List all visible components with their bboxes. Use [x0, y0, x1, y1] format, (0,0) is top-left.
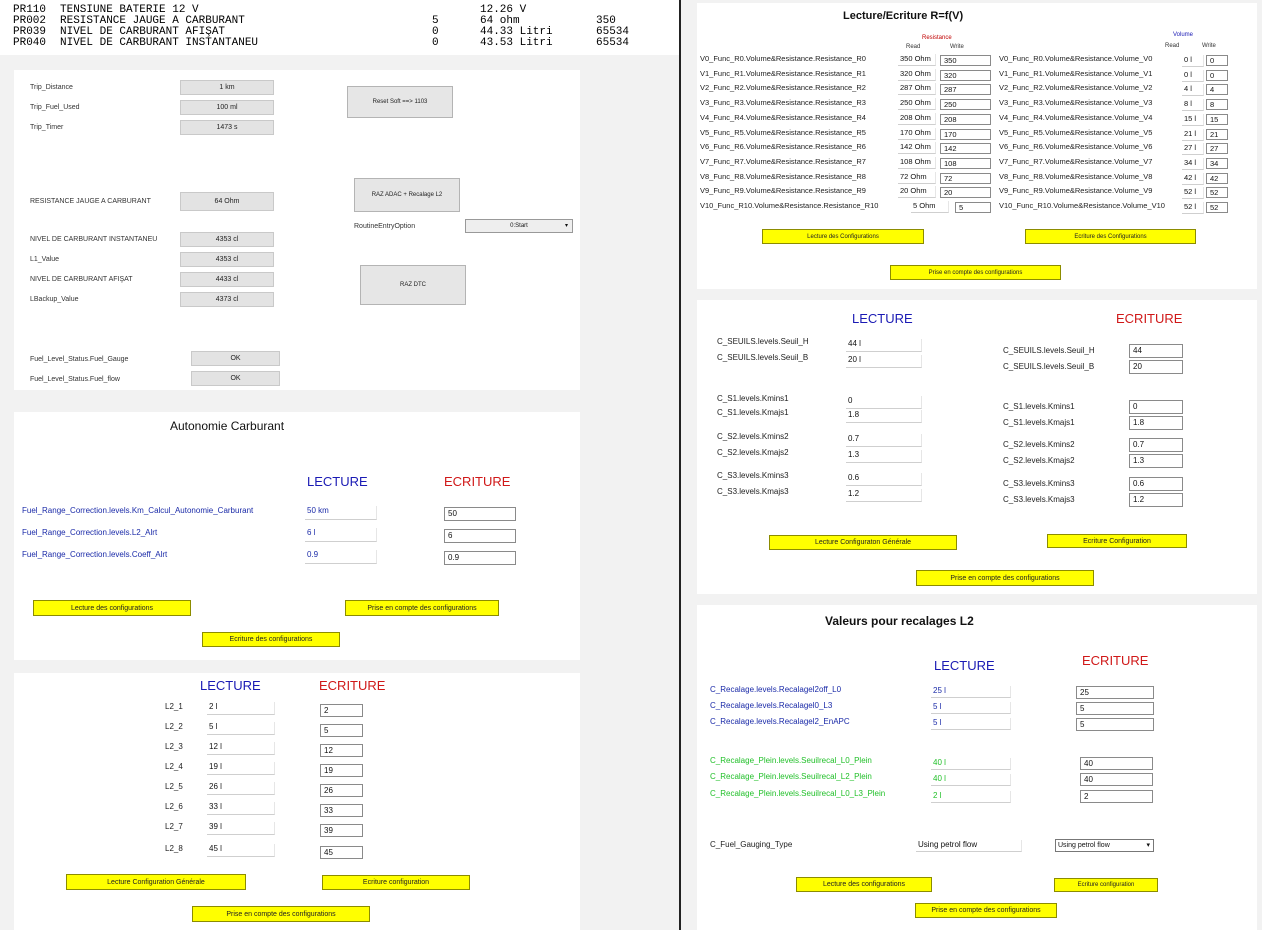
l2-row-label: L2_7: [165, 822, 183, 831]
l2-row-label: L2_1: [165, 702, 183, 711]
autonomie-prise-button[interactable]: Prise en compte des configurations: [345, 600, 499, 616]
param-code: PR110: [13, 4, 47, 16]
param-extra: 65534: [596, 37, 630, 49]
param-raw: 0: [432, 37, 439, 49]
param-raw: 5: [432, 15, 439, 27]
l2-row-write[interactable]: 39: [320, 824, 363, 837]
resistance-jauge-label: RESISTANCE JAUGE A CARBURANT: [30, 198, 151, 205]
rfv-resistance-write[interactable]: 320: [940, 70, 991, 81]
plein-row-label: C_Recalage_Plein.levels.Seuilrecal_L2_Plein: [710, 772, 872, 781]
trip-timer-label: Trip_Timer: [30, 124, 64, 131]
rfv-resistance-label: V10_Func_R10.Volume&Resistance.Resistance_R10: [700, 201, 879, 210]
rfv-volume-read: 4 l: [1182, 84, 1204, 96]
seuils-write-label: C_S3.levels.Kmins3: [1003, 479, 1075, 488]
recalage-row-write[interactable]: 5: [1076, 702, 1154, 715]
autonomie-row-read: 50 km: [305, 506, 377, 520]
raz-adac-button[interactable]: RAZ ADAC + Recalage L2: [354, 178, 460, 212]
seuils-read-label: C_SEUILS.levels.Seuil_H: [717, 337, 809, 346]
rfv-resistance-write[interactable]: 350: [940, 55, 991, 66]
gauging-type-select[interactable]: [1055, 839, 1154, 852]
seuils-write-value[interactable]: 0: [1129, 400, 1183, 414]
plein-row-read: 40 l: [931, 774, 1011, 786]
rfv-volume-read: 27 l: [1182, 143, 1204, 155]
autonomie-row-write[interactable]: 6: [444, 529, 516, 543]
seuils-lecture-button[interactable]: Lecture Configuraton Générale: [769, 535, 957, 550]
rfv-resistance-read: 5 Ohm: [911, 201, 949, 213]
param-value: 12.26 V: [480, 4, 527, 16]
rfv-ecriture-button[interactable]: Ecriture des Configurations: [1025, 229, 1196, 244]
chevron-down-icon: ▾: [1146, 842, 1150, 849]
rfv-resistance-read: 350 Ohm: [898, 54, 936, 66]
recalage-row-label: C_Recalage.levels.Recalagel2_EnAPC: [710, 717, 850, 726]
recalage-lecture-header: LECTURE: [934, 658, 995, 673]
rfv-resistance-label: V7_Func_R7.Volume&Resistance.Resistance_R7: [700, 156, 866, 166]
rfv-lecture-button[interactable]: Lecture des Configurations: [762, 229, 924, 244]
seuils-write-value[interactable]: 0.7: [1129, 438, 1183, 452]
plein-row-label: C_Recalage_Plein.levels.Seuilrecal_L0_L3_Plein: [710, 789, 886, 798]
l2-lecture-button[interactable]: Lecture Configuration Générale: [66, 874, 246, 890]
volume-header: Volume: [1173, 32, 1194, 38]
seuils-prise-button[interactable]: Prise en compte des configurations: [916, 570, 1094, 586]
recalage-lecture-button[interactable]: Lecture des configurations: [796, 877, 932, 892]
seuils-write-label: C_S2.levels.Kmajs2: [1003, 456, 1075, 465]
autonomie-row-write[interactable]: 0.9: [444, 551, 516, 565]
l2-row-label: L2_2: [165, 722, 183, 731]
param-code: PR039: [13, 26, 47, 38]
seuils-read-value: 20 l: [846, 355, 922, 368]
trip-fuel-used-value: 100 ml: [180, 100, 274, 115]
rfv-volume-read: 52 l: [1182, 202, 1204, 214]
l2-row-label: L2_5: [165, 782, 183, 791]
rfv-resistance-read: 170 Ohm: [898, 128, 936, 140]
seuils-read-value: 1.3: [846, 450, 922, 463]
l2-prise-button[interactable]: Prise en compte des configurations: [192, 906, 370, 922]
recalage-row-label: C_Recalage.levels.Recalagel2off_L0: [710, 685, 842, 694]
rfv-volume-read: 0 l: [1182, 70, 1204, 82]
autonomie-row-read: 0.9: [305, 550, 377, 564]
trip-timer-value: 1473 s: [180, 120, 274, 135]
rfv-volume-label: V8_Func_R8.Volume&Resistance.Volume_V8: [999, 171, 1153, 181]
autonomie-row-label: Fuel_Range_Correction.levels.L2_Alrt: [22, 528, 158, 537]
l2-row-write[interactable]: 33: [320, 804, 363, 817]
fuel-flow-status-label: Fuel_Level_Status.Fuel_flow: [30, 376, 120, 383]
rfv-resistance-read: 108 Ohm: [898, 157, 936, 169]
param-name: NIVEL DE CARBURANT INSTANTANEU: [60, 37, 259, 49]
fuel-flow-status-value: OK: [191, 371, 280, 386]
seuils-write-label: C_S2.levels.Kmins2: [1003, 440, 1075, 449]
rfv-resistance-write[interactable]: 5: [955, 202, 991, 213]
rfv-resistance-label: V1_Func_R1.Volume&Resistance.Resistance_R1: [700, 68, 866, 78]
gauging-type-select-value: Using petrol flow: [1058, 842, 1110, 849]
seuils-write-value[interactable]: 0.6: [1129, 477, 1183, 491]
rfv-volume-label: V1_Func_R1.Volume&Resistance.Volume_V1: [999, 68, 1153, 78]
recalage-row-read: 5 l: [931, 702, 1011, 714]
rfv-volume-write[interactable]: 0: [1206, 70, 1228, 81]
plein-row-read: 2 l: [931, 791, 1011, 803]
resistance-write-header: Write: [950, 44, 964, 50]
rfv-volume-write[interactable]: 27: [1206, 143, 1228, 154]
l2-lecture-header: LECTURE: [200, 678, 261, 693]
rfv-volume-read: 34 l: [1182, 158, 1204, 170]
seuils-write-label: C_SEUILS.levels.Seuil_B: [1003, 362, 1095, 371]
seuils-ecriture-button[interactable]: Ecriture Configuration: [1047, 534, 1187, 548]
rfv-volume-label: V3_Func_R3.Volume&Resistance.Volume_V3: [999, 98, 1153, 108]
l2-row-write[interactable]: 2: [320, 704, 363, 717]
nivel-afisat-label: NIVEL DE CARBURANT AFIŞAT: [30, 276, 133, 283]
volume-write-header: Write: [1202, 43, 1216, 49]
rfv-resistance-write[interactable]: 72: [940, 173, 991, 184]
recalage-row-write[interactable]: 25: [1076, 686, 1154, 699]
routine-entry-select[interactable]: [465, 219, 573, 233]
routine-entry-label: RoutineEntryOption: [354, 223, 416, 230]
param-value: 43.53 Litri: [480, 37, 553, 49]
rfv-volume-write[interactable]: 52: [1206, 187, 1228, 198]
l2-ecriture-header: ECRITURE: [319, 678, 386, 693]
seuils-write-value[interactable]: 20: [1129, 360, 1183, 374]
autonomie-row-label: Fuel_Range_Correction.levels.Km_Calcul_Autonomie_Carburant: [22, 506, 254, 515]
l2-row-label: L2_4: [165, 762, 183, 771]
l2-row-read: 12 l: [207, 742, 275, 755]
rfv-volume-read: 15 l: [1182, 114, 1204, 126]
rfv-volume-label: V10_Func_R10.Volume&Resistance.Volume_V10: [999, 201, 1165, 210]
l2-row-read: 39 l: [207, 822, 275, 835]
plein-row-label: C_Recalage_Plein.levels.Seuilrecal_L0_Plein: [710, 756, 872, 765]
trip-distance-label: Trip_Distance: [30, 84, 73, 91]
param-code: PR002: [13, 15, 47, 27]
rfv-resistance-label: V0_Func_R0.Volume&Resistance.Resistance_R0: [700, 54, 866, 63]
l2-panel: [14, 673, 580, 930]
rfv-resistance-read: 20 Ohm: [898, 186, 936, 198]
plein-row-write[interactable]: 2: [1080, 790, 1153, 803]
reset-soft-button[interactable]: Reset Soft ==> 1103: [347, 86, 453, 118]
recalage-prise-button[interactable]: Prise en compte des configurations: [915, 903, 1057, 918]
l2-row-read: 5 l: [207, 722, 275, 735]
rfv-resistance-label: V3_Func_R3.Volume&Resistance.Resistance_R3: [700, 98, 866, 108]
l2-row-label: L2_8: [165, 844, 183, 853]
autonomie-lecture-button[interactable]: Lecture des configurations: [33, 600, 191, 616]
recalage-row-read: 5 l: [931, 718, 1011, 730]
rfv-resistance-write[interactable]: 170: [940, 129, 991, 140]
rfv-resistance-label: V2_Func_R2.Volume&Resistance.Resistance_R2: [700, 83, 866, 93]
param-extra: 65534: [596, 26, 630, 38]
raz-dtc-button[interactable]: RAZ DTC: [360, 265, 466, 305]
autonomie-ecriture-header: ECRITURE: [444, 474, 511, 489]
volume-read-header: Read: [1165, 43, 1180, 49]
lbackup-value-label: LBackup_Value: [30, 296, 79, 303]
trip-distance-value: 1 km: [180, 80, 274, 95]
l2-row-label: L2_6: [165, 802, 183, 811]
l1-value-value: 4353 cl: [180, 252, 274, 267]
l2-row-write[interactable]: 12: [320, 744, 363, 757]
rfv-resistance-label: V4_Func_R4.Volume&Resistance.Resistance_R4: [700, 112, 866, 122]
routine-entry-value: 0:Start: [510, 223, 528, 229]
l2-row-read: 33 l: [207, 802, 275, 815]
seuils-read-label: C_S1.levels.Kmins1: [717, 394, 789, 403]
rfv-volume-label: V9_Func_R9.Volume&Resistance.Volume_V9: [999, 186, 1153, 196]
param-extra: 350: [596, 15, 616, 27]
seuils-write-label: C_SEUILS.levels.Seuil_H: [1003, 346, 1095, 355]
autonomie-lecture-header: LECTURE: [307, 474, 368, 489]
seuils-write-value[interactable]: 1.8: [1129, 416, 1183, 430]
recalage-ecriture-button[interactable]: Ecriture configuration: [1054, 878, 1158, 892]
rfv-resistance-label: V6_Func_R6.Volume&Resistance.Resistance_R6: [700, 142, 866, 152]
rfv-resistance-write[interactable]: 208: [940, 114, 991, 125]
seuils-read-label: C_S2.levels.Kmajs2: [717, 448, 789, 457]
nivel-instantaneu-value: 4353 cl: [180, 232, 274, 247]
rfv-resistance-write[interactable]: 20: [940, 187, 991, 198]
l1-value-label: L1_Value: [30, 256, 60, 263]
rfv-volume-read: 0 l: [1182, 55, 1204, 67]
rfv-resistance-read: 320 Ohm: [898, 69, 936, 81]
seuils-read-value: 44 l: [846, 339, 922, 352]
autonomie-row-label: Fuel_Range_Correction.levels.Coeff_Alrt: [22, 550, 168, 559]
rfv-resistance-label: V5_Func_R5.Volume&Resistance.Resistance_R5: [700, 127, 866, 137]
autonomie-ecriture-button[interactable]: Ecriture des configurations: [202, 632, 340, 647]
nivel-instantaneu-label: NIVEL DE CARBURANT INSTANTANEU: [30, 236, 158, 243]
resistance-header: Resistance: [922, 35, 952, 41]
l2-row-read: 45 l: [207, 844, 275, 857]
autonomie-row-read: 6 l: [305, 528, 377, 542]
rfv-volume-read: 8 l: [1182, 99, 1204, 111]
rfv-volume-write[interactable]: 52: [1206, 202, 1228, 213]
l2-row-read: 26 l: [207, 782, 275, 795]
seuils-write-value[interactable]: 1.3: [1129, 454, 1183, 468]
l2-row-write[interactable]: 45: [320, 846, 363, 859]
rfv-resistance-write[interactable]: 250: [940, 99, 991, 110]
param-name: TENSIUNE BATERIE 12 V: [60, 4, 199, 16]
l2-row-read: 19 l: [207, 762, 275, 775]
rfv-resistance-read: 250 Ohm: [898, 98, 936, 110]
seuils-read-label: C_SEUILS.levels.Seuil_B: [717, 353, 809, 362]
seuils-read-value: 0: [846, 396, 922, 409]
rfv-volume-write[interactable]: 4: [1206, 84, 1228, 95]
autonomie-title: Autonomie Carburant: [170, 419, 285, 433]
rfv-volume-read: 42 l: [1182, 173, 1204, 185]
autonomie-row-write[interactable]: 50: [444, 507, 516, 521]
param-code: PR040: [13, 37, 47, 49]
rfv-resistance-read: 142 Ohm: [898, 142, 936, 154]
chevron-down-icon: ▾: [564, 223, 568, 229]
rfv-volume-write[interactable]: 0: [1206, 55, 1228, 66]
l2-row-read: 2 l: [207, 702, 275, 715]
rfv-volume-label: V5_Func_R5.Volume&Resistance.Volume_V5: [999, 127, 1153, 137]
rfv-resistance-write[interactable]: 142: [940, 143, 991, 154]
resistance-read-header: Read: [906, 44, 921, 50]
l2-ecriture-button[interactable]: Ecriture configuration: [322, 875, 470, 890]
nivel-afisat-value: 4433 cl: [180, 272, 274, 287]
plein-row-read: 40 l: [931, 758, 1011, 770]
rfv-volume-label: V0_Func_R0.Volume&Resistance.Volume_V0: [999, 54, 1153, 63]
rfv-resistance-read: 72 Ohm: [898, 172, 936, 184]
seuils-write-label: C_S1.levels.Kmins1: [1003, 402, 1075, 411]
recalage-row-label: C_Recalage.levels.Recalagel0_L3: [710, 701, 833, 710]
seuils-write-value[interactable]: 1.2: [1129, 493, 1183, 507]
rfv-volume-write[interactable]: 15: [1206, 114, 1228, 125]
lbackup-value-value: 4373 cl: [180, 292, 274, 307]
recalage-row-write[interactable]: 5: [1076, 718, 1154, 731]
rfv-prise-button[interactable]: Prise en compte des configurations: [890, 265, 1061, 280]
seuils-ecriture-header: ECRITURE: [1116, 311, 1183, 326]
recalage-row-read: 25 l: [931, 686, 1011, 698]
fuel-gauge-status-value: OK: [191, 351, 280, 366]
rfv-resistance-read: 287 Ohm: [898, 83, 936, 95]
trip-fuel-used-label: Trip_Fuel_Used: [30, 104, 80, 111]
rfv-volume-write[interactable]: 34: [1206, 158, 1228, 169]
l2-row-label: L2_3: [165, 742, 183, 751]
rfv-volume-read: 21 l: [1182, 129, 1204, 141]
seuils-lecture-header: LECTURE: [852, 311, 913, 326]
seuils-read-label: C_S3.levels.Kmins3: [717, 471, 789, 480]
rfv-volume-write[interactable]: 42: [1206, 173, 1228, 184]
rfv-volume-label: V7_Func_R7.Volume&Resistance.Volume_V7: [999, 156, 1153, 166]
seuils-read-value: 1.2: [846, 489, 922, 502]
seuils-read-value: 1.8: [846, 410, 922, 423]
l2-row-write[interactable]: 19: [320, 764, 363, 777]
seuils-read-value: 0.7: [846, 434, 922, 447]
plein-row-write[interactable]: 40: [1080, 773, 1153, 786]
param-value: 44.33 Litri: [480, 26, 553, 38]
param-name: RESISTANCE JAUGE A CARBURANT: [60, 15, 245, 27]
seuils-read-value: 0.6: [846, 473, 922, 486]
recalage-title: Valeurs pour recalages L2: [825, 614, 974, 628]
gauging-type-read: Using petrol flow: [916, 840, 1022, 852]
rfv-volume-write[interactable]: 21: [1206, 129, 1228, 140]
rfv-volume-label: V4_Func_R4.Volume&Resistance.Volume_V4: [999, 112, 1153, 122]
rfv-title: Lecture/Ecriture R=f(V): [843, 10, 964, 22]
resistance-jauge-value: 64 Ohm: [180, 192, 274, 211]
l2-row-write[interactable]: 5: [320, 724, 363, 737]
fuel-gauge-status-label: Fuel_Level_Status.Fuel_Gauge: [30, 356, 129, 363]
rfv-volume-label: V6_Func_R6.Volume&Resistance.Volume_V6: [999, 142, 1153, 152]
rfv-resistance-read: 208 Ohm: [898, 113, 936, 125]
rfv-resistance-label: V8_Func_R8.Volume&Resistance.Resistance_R8: [700, 171, 866, 181]
seuils-read-label: C_S2.levels.Kmins2: [717, 432, 789, 441]
rfv-volume-label: V2_Func_R2.Volume&Resistance.Volume_V2: [999, 83, 1153, 93]
seuils-write-label: C_S1.levels.Kmajs1: [1003, 418, 1075, 427]
rfv-resistance-label: V9_Func_R9.Volume&Resistance.Resistance_R9: [700, 186, 866, 196]
seuils-write-label: C_S3.levels.Kmajs3: [1003, 495, 1075, 504]
recalage-ecriture-header: ECRITURE: [1082, 653, 1149, 668]
rfv-resistance-write[interactable]: 287: [940, 84, 991, 95]
param-name: NIVEL DE CARBURANT AFIŞAT: [60, 26, 226, 38]
gauging-type-label: C_Fuel_Gauging_Type: [710, 840, 793, 849]
param-raw: 0: [432, 26, 439, 38]
seuils-read-label: C_S3.levels.Kmajs3: [717, 487, 789, 496]
seuils-write-value[interactable]: 44: [1129, 344, 1183, 358]
rfv-volume-read: 52 l: [1182, 187, 1204, 199]
seuils-read-label: C_S1.levels.Kmajs1: [717, 408, 789, 417]
rfv-volume-write[interactable]: 8: [1206, 99, 1228, 110]
plein-row-write[interactable]: 40: [1080, 757, 1153, 770]
param-value: 64 ohm: [480, 15, 520, 27]
l2-row-write[interactable]: 26: [320, 784, 363, 797]
rfv-resistance-write[interactable]: 108: [940, 158, 991, 169]
